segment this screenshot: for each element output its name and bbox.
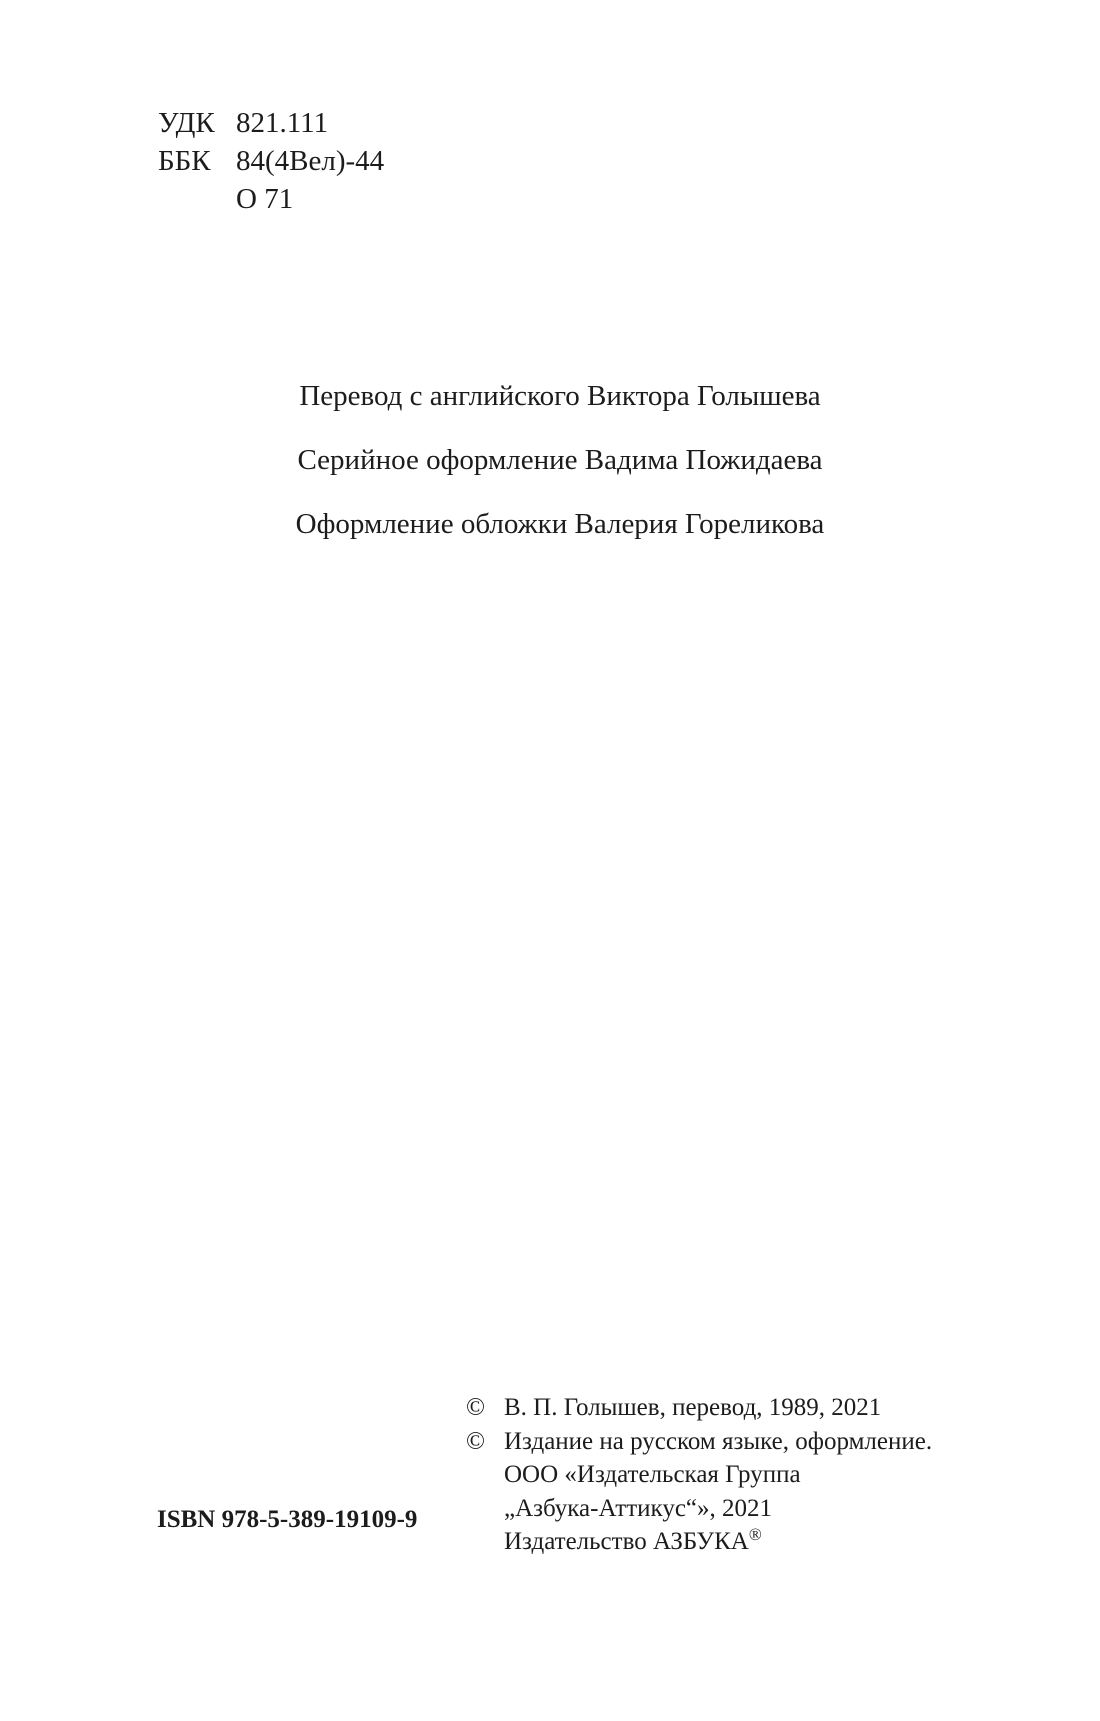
translator-credit: Перевод с английского Виктора Голышева — [299, 380, 821, 412]
edition-copyright — [466, 1425, 932, 1459]
edition-copyright-text: Издание на русском языке, оформление. — [504, 1427, 933, 1455]
copyright-icon: © — [466, 1427, 485, 1455]
publisher-name: Издательство АЗБУКА — [504, 1528, 749, 1555]
author-mark: О 71 — [236, 183, 294, 215]
bbk-label: ББК — [158, 145, 211, 177]
classification-block — [158, 104, 384, 218]
series-design-credit: Серийное оформление Вадима Пожидаева — [297, 444, 823, 476]
author-mark-row — [158, 180, 384, 218]
udk-row — [158, 104, 384, 142]
udk-label: УДК — [158, 107, 215, 139]
copyright-icon: © — [466, 1394, 485, 1421]
udk-value: 821.111 — [236, 107, 329, 139]
registered-mark-icon: ® — [748, 1525, 762, 1544]
isbn: ISBN 978-5-389-19109-9 — [157, 1506, 418, 1533]
publisher-line-2: „Азбука-Аттикус“», 2021 — [504, 1494, 773, 1522]
bbk-row — [158, 142, 384, 180]
author-mark-spacer — [158, 180, 236, 218]
bbk-value: 84(4Вел)-44 — [236, 145, 385, 177]
credits-block — [0, 376, 1100, 568]
cover-design-credit: Оформление обложки Валерия Гореликова — [295, 508, 825, 540]
publisher-line-1: ООО «Издательская Группа — [504, 1461, 801, 1488]
translation-copyright-text: В. П. Голышев, перевод, 1989, 2021 — [504, 1394, 882, 1421]
copyright-block — [466, 1391, 932, 1559]
publisher-line-3 — [466, 1525, 932, 1559]
translation-copyright — [466, 1391, 932, 1425]
